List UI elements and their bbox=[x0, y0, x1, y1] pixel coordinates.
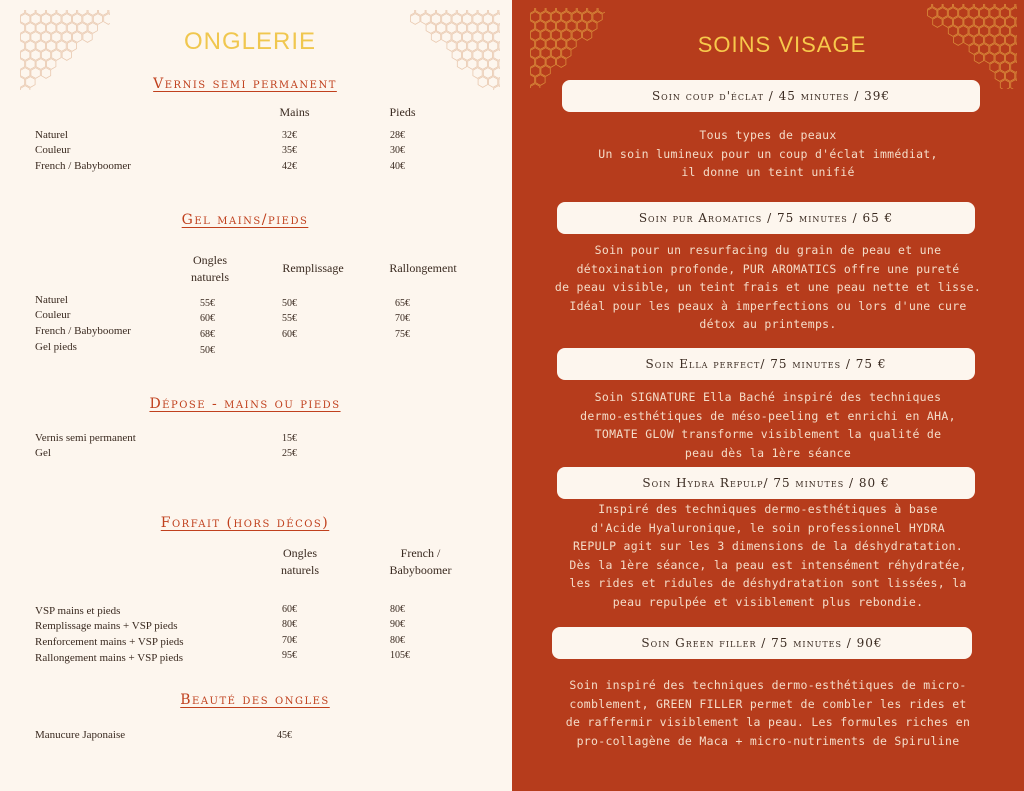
honeycomb-cell bbox=[104, 14, 110, 25]
row-label: Manucure Japonaise bbox=[35, 729, 126, 741]
honeycomb-cell bbox=[26, 23, 35, 34]
honeycomb-cell bbox=[473, 14, 482, 25]
row-label: Remplissage mains + VSP pieds bbox=[35, 620, 178, 632]
honeycomb-cell bbox=[531, 66, 540, 77]
honeycomb-cell bbox=[93, 14, 102, 25]
honeycomb-cell bbox=[47, 23, 56, 34]
honeycomb-cell bbox=[31, 32, 40, 43]
honeycomb-cell bbox=[536, 39, 545, 50]
price-ongles: 68€ bbox=[200, 329, 215, 340]
honeycomb-cell bbox=[483, 50, 492, 61]
price-ongles: 70€ bbox=[282, 635, 297, 646]
price-french: 90€ bbox=[390, 619, 405, 630]
price: 15€ bbox=[282, 433, 297, 444]
price-remplissage: 60€ bbox=[282, 329, 297, 340]
honeycomb-cell bbox=[969, 26, 978, 37]
honeycomb-cell bbox=[567, 21, 576, 32]
col-header-ongles-naturels: Ongles naturels bbox=[281, 546, 319, 577]
honeycomb-cell bbox=[36, 59, 45, 70]
price-ongles: 95€ bbox=[282, 650, 297, 661]
honeycomb-cell bbox=[468, 59, 477, 70]
row-label: Naturel bbox=[35, 294, 68, 306]
price-french: 80€ bbox=[390, 604, 405, 615]
honeycomb-cell bbox=[447, 41, 456, 52]
honeycomb-cell bbox=[943, 17, 952, 28]
row-label: French / Babyboomer bbox=[35, 160, 131, 172]
honeycomb-cell bbox=[1000, 62, 1009, 73]
honeycomb-cell bbox=[47, 41, 56, 52]
price-french: 80€ bbox=[390, 635, 405, 646]
honeycomb-cell bbox=[26, 41, 35, 52]
honeycomb-cell bbox=[541, 30, 550, 41]
honeycomb-cell bbox=[478, 59, 487, 70]
honeycomb-cell bbox=[31, 50, 40, 61]
honeycomb-cell bbox=[536, 75, 545, 86]
soin-description: Soin SIGNATURE Ella Baché inspiré des techniques dermo-esthétiques de méso-peeling et enrichi en AHA, TOMATE GLOW transforme visiblement la qualité de peau dès la 1ère séance bbox=[580, 390, 956, 460]
honeycomb-cell bbox=[530, 75, 535, 86]
honeycomb-cell bbox=[447, 23, 456, 34]
soins-visage-page bbox=[512, 0, 1024, 791]
honeycomb-cell bbox=[494, 50, 500, 61]
honeycomb-cell bbox=[531, 12, 540, 23]
row-label: French / Babyboomer bbox=[35, 325, 131, 337]
col-header-ongles-naturels: Ongles naturels bbox=[191, 253, 229, 284]
honeycomb-cell bbox=[73, 32, 82, 43]
honeycomb-cell bbox=[442, 14, 451, 25]
row-label: Couleur bbox=[35, 144, 71, 156]
honeycomb-cell bbox=[551, 12, 560, 23]
honeycomb-cell bbox=[442, 32, 451, 43]
honeycomb-cell bbox=[452, 32, 461, 43]
honeycomb-cell bbox=[1011, 62, 1017, 73]
honeycomb-cell bbox=[62, 32, 71, 43]
honeycomb-cell bbox=[1006, 35, 1015, 46]
honeycomb-cell bbox=[995, 71, 1004, 82]
honeycomb-cell bbox=[928, 8, 937, 19]
honeycomb-cell bbox=[990, 8, 999, 19]
row-label: Vernis semi permanent bbox=[35, 432, 136, 444]
price-ongles: 50€ bbox=[200, 345, 215, 356]
honeycomb-cell bbox=[52, 14, 61, 25]
honeycomb-cell bbox=[483, 68, 492, 79]
honeycomb-cell bbox=[530, 39, 535, 50]
honeycomb-cell bbox=[1006, 17, 1015, 28]
honeycomb-cell bbox=[572, 12, 581, 23]
honeycomb-cell bbox=[995, 17, 1004, 28]
honeycomb-cell bbox=[20, 41, 25, 52]
honeycomb-cell bbox=[494, 14, 500, 25]
price-rallongement: 75€ bbox=[395, 329, 410, 340]
row-label: Couleur bbox=[35, 309, 71, 321]
soin-description: Soin inspiré des techniques dermo-esthétiques de micro- comblement, GREEN FILLER permet de combler les rides et de raffermir visiblement la peau. Les formules riches en pro-collagène de Maca + micro-nutriments de Spiruline bbox=[565, 678, 971, 748]
honeycomb-cell bbox=[530, 21, 535, 32]
honeycomb-cell bbox=[541, 12, 550, 23]
honeycomb-cell bbox=[21, 14, 30, 25]
soin-title-pill: Soin Hydra Repulp/ 75 minutes / 80 € bbox=[557, 467, 975, 499]
price-pieds: 30€ bbox=[390, 145, 405, 156]
honeycomb-cell bbox=[948, 26, 957, 37]
soin-title-pill: Soin pur Aromatics / 75 minutes / 65 € bbox=[557, 202, 975, 234]
honeycomb-decoration-top-right bbox=[927, 4, 1017, 89]
honeycomb-cell bbox=[541, 48, 550, 59]
col-header-remplissage: Remplissage bbox=[282, 261, 344, 275]
honeycomb-cell bbox=[41, 68, 50, 79]
honeycomb-cell bbox=[969, 8, 978, 19]
honeycomb-cell bbox=[577, 21, 586, 32]
honeycomb-cell bbox=[536, 57, 545, 68]
honeycomb-cell bbox=[541, 66, 550, 77]
honeycomb-cell bbox=[483, 14, 492, 25]
honeycomb-cell bbox=[31, 14, 40, 25]
honeycomb-cell bbox=[411, 14, 420, 25]
honeycomb-cell bbox=[933, 17, 942, 28]
honeycomb-cell bbox=[551, 48, 560, 59]
honeycomb-cell bbox=[468, 41, 477, 52]
honeycomb-cell bbox=[1000, 26, 1009, 37]
honeycomb-cell bbox=[546, 21, 555, 32]
price-pieds: 40€ bbox=[390, 161, 405, 172]
honeycomb-cell bbox=[473, 50, 482, 61]
honeycomb-cell bbox=[562, 30, 571, 41]
price-rallongement: 65€ bbox=[395, 298, 410, 309]
honeycomb-cell bbox=[457, 59, 466, 70]
honeycomb-cell bbox=[1000, 80, 1009, 89]
honeycomb-cell bbox=[990, 62, 999, 73]
honeycomb-cell bbox=[536, 21, 545, 32]
price-remplissage: 50€ bbox=[282, 298, 297, 309]
honeycomb-cell bbox=[995, 35, 1004, 46]
honeycomb-cell bbox=[457, 23, 466, 34]
honeycomb-cell bbox=[557, 39, 566, 50]
row-label: VSP mains et pieds bbox=[35, 605, 121, 617]
price-mains: 35€ bbox=[282, 145, 297, 156]
honeycomb-cell bbox=[20, 77, 25, 88]
honeycomb-cell bbox=[426, 23, 435, 34]
honeycomb-cell bbox=[83, 14, 92, 25]
honeycomb-cell bbox=[990, 26, 999, 37]
price-remplissage: 55€ bbox=[282, 313, 297, 324]
honeycomb-cell bbox=[41, 50, 50, 61]
honeycomb-cell bbox=[494, 32, 500, 43]
col-header-pieds: Pieds bbox=[389, 105, 416, 119]
soin-title-pill: Soin Ella perfect/ 75 minutes / 75 € bbox=[557, 348, 975, 380]
honeycomb-cell bbox=[463, 14, 472, 25]
section-title-gel: Gel mains/pieds bbox=[181, 212, 309, 228]
honeycomb-cell bbox=[588, 21, 597, 32]
honeycomb-cell bbox=[431, 14, 440, 25]
honeycomb-cell bbox=[421, 14, 430, 25]
row-label: Naturel bbox=[35, 129, 68, 141]
honeycomb-cell bbox=[431, 32, 440, 43]
honeycomb-cell bbox=[73, 14, 82, 25]
honeycomb-cell bbox=[557, 57, 566, 68]
col-header-rallongement: Rallongement bbox=[389, 261, 457, 275]
honeycomb-cell bbox=[557, 21, 566, 32]
honeycomb-cell bbox=[1000, 8, 1009, 19]
price-ongles: 80€ bbox=[282, 619, 297, 630]
soin-description: Inspiré des techniques dermo-esthétiques à base d'Acide Hyaluronique, le soin professionnel HYDRA REPULP agit sur les 3 dimensions de la déshydratation. Dès la 1ère séance, la peau est intensément réhydratée, les rides et ridules de déshydratation sont lissées, la peau repulpée et visiblement plus rebondie. bbox=[569, 502, 967, 609]
honeycomb-cell bbox=[36, 41, 45, 52]
page-title: SOINS VISAGE bbox=[697, 32, 867, 57]
honeycomb-cell bbox=[948, 8, 957, 19]
honeycomb-cell bbox=[41, 32, 50, 43]
honeycomb-cell bbox=[954, 35, 963, 46]
honeycomb-cell bbox=[52, 32, 61, 43]
honeycomb-cell bbox=[489, 41, 498, 52]
honeycomb-cell bbox=[583, 12, 592, 23]
honeycomb-cell bbox=[463, 50, 472, 61]
soin-title-pill: Soin coup d'éclat / 45 minutes / 39€ bbox=[562, 80, 980, 112]
price-ongles: 55€ bbox=[200, 298, 215, 309]
honeycomb-cell bbox=[31, 68, 40, 79]
honeycomb-cell bbox=[20, 23, 25, 34]
honeycomb-cell bbox=[62, 50, 71, 61]
price-french: 105€ bbox=[390, 650, 410, 661]
honeycomb-cell bbox=[974, 53, 983, 64]
honeycomb-cell bbox=[26, 59, 35, 70]
honeycomb-cell bbox=[530, 57, 535, 68]
honeycomb-cell bbox=[959, 26, 968, 37]
honeycomb-cell bbox=[959, 8, 968, 19]
honeycomb-cell bbox=[562, 48, 571, 59]
honeycomb-cell bbox=[593, 12, 602, 23]
honeycomb-cell bbox=[980, 44, 989, 55]
section-title-depose: Dépose - mains ou pieds bbox=[149, 396, 341, 412]
honeycomb-cell bbox=[21, 50, 30, 61]
honeycomb-cell bbox=[21, 32, 30, 43]
honeycomb-cell bbox=[57, 41, 66, 52]
honeycomb-cell bbox=[478, 77, 487, 88]
honeycomb-cell bbox=[62, 14, 71, 25]
honeycomb-cell bbox=[83, 32, 92, 43]
row-label: Renforcement mains + VSP pieds bbox=[35, 636, 184, 648]
honeycomb-cell bbox=[1011, 80, 1017, 89]
honeycomb-cell bbox=[473, 32, 482, 43]
honeycomb-cell bbox=[67, 23, 76, 34]
honeycomb-cell bbox=[468, 23, 477, 34]
honeycomb-cell bbox=[546, 39, 555, 50]
honeycomb-cell bbox=[489, 23, 498, 34]
price-mains: 42€ bbox=[282, 161, 297, 172]
honeycomb-cell bbox=[21, 68, 30, 79]
honeycomb-cell bbox=[36, 23, 45, 34]
honeycomb-cell bbox=[67, 41, 76, 52]
col-header-french: French / Babyboomer bbox=[389, 546, 452, 577]
honeycomb-cell bbox=[1011, 44, 1017, 55]
honeycomb-cell bbox=[567, 39, 576, 50]
honeycomb-cell bbox=[531, 48, 540, 59]
honeycomb-cell bbox=[572, 30, 581, 41]
price-pieds: 28€ bbox=[390, 130, 405, 141]
honeycomb-cell bbox=[546, 57, 555, 68]
honeycomb-cell bbox=[980, 26, 989, 37]
honeycomb-cell bbox=[478, 41, 487, 52]
honeycomb-cell bbox=[1011, 26, 1017, 37]
price-mains: 32€ bbox=[282, 130, 297, 141]
price: 25€ bbox=[282, 448, 297, 459]
honeycomb-cell bbox=[990, 44, 999, 55]
honeycomb-cell bbox=[969, 44, 978, 55]
honeycomb-cell bbox=[985, 35, 994, 46]
row-label: Gel pieds bbox=[35, 341, 77, 353]
soin-title-pill: Soin Green filler / 75 minutes / 90€ bbox=[552, 627, 972, 659]
honeycomb-cell bbox=[457, 41, 466, 52]
honeycomb-cell bbox=[489, 77, 498, 88]
price: 45€ bbox=[277, 730, 292, 741]
honeycomb-cell bbox=[41, 14, 50, 25]
honeycomb-cell bbox=[1011, 8, 1017, 19]
soin-description: Tous types de peaux Un soin lumineux pour un coup d'éclat immédiat, il donne un teint unifié bbox=[598, 128, 938, 179]
section-title-beaute: Beauté des ongles bbox=[180, 692, 330, 708]
row-label: Gel bbox=[35, 447, 51, 459]
honeycomb-decoration-top-right bbox=[410, 10, 500, 90]
honeycomb-cell bbox=[478, 23, 487, 34]
honeycomb-cell bbox=[954, 17, 963, 28]
honeycomb-cell bbox=[47, 59, 56, 70]
honeycomb-cell bbox=[985, 53, 994, 64]
honeycomb-cell bbox=[974, 35, 983, 46]
col-header-mains: Mains bbox=[279, 105, 310, 119]
honeycomb-cell bbox=[1006, 71, 1015, 82]
row-label: Rallongement mains + VSP pieds bbox=[35, 652, 183, 664]
honeycomb-cell bbox=[995, 53, 1004, 64]
honeycomb-cell bbox=[483, 32, 492, 43]
honeycomb-cell bbox=[489, 59, 498, 70]
honeycomb-cell bbox=[964, 17, 973, 28]
soin-description: Soin pour un resurfacing du grain de peau et une détoxination profonde, PUR AROMATICS offre une pureté de peau visible, un teint frais et une peau nette et lisse. Idéal pour les peaux à imperfections ou lors d'une cure détox au printemps. bbox=[554, 243, 982, 331]
honeycomb-cell bbox=[551, 30, 560, 41]
price-rallongement: 70€ bbox=[395, 313, 410, 324]
section-title-forfait: Forfait (hors décos) bbox=[160, 515, 330, 531]
honeycomb-cell bbox=[452, 14, 461, 25]
honeycomb-cell bbox=[437, 23, 446, 34]
honeycomb-cell bbox=[88, 23, 97, 34]
page-title: ONGLERIE bbox=[183, 28, 317, 55]
honeycomb-cell bbox=[57, 23, 66, 34]
honeycomb-cell bbox=[494, 68, 500, 79]
honeycomb-cell bbox=[980, 8, 989, 19]
honeycomb-cell bbox=[452, 50, 461, 61]
honeycomb-cell bbox=[463, 32, 472, 43]
honeycomb-cell bbox=[26, 77, 35, 88]
honeycomb-cell bbox=[964, 35, 973, 46]
honeycomb-cell bbox=[531, 30, 540, 41]
honeycomb-cell bbox=[974, 17, 983, 28]
honeycomb-cell bbox=[985, 17, 994, 28]
honeycomb-cell bbox=[562, 12, 571, 23]
honeycomb-cell bbox=[473, 68, 482, 79]
honeycomb-decoration-top-left bbox=[530, 8, 605, 88]
price-ongles: 60€ bbox=[200, 313, 215, 324]
honeycomb-cell bbox=[20, 59, 25, 70]
section-title-vernis: Vernis semi permanent bbox=[153, 76, 337, 92]
honeycomb-cell bbox=[52, 50, 61, 61]
honeycomb-cell bbox=[78, 23, 87, 34]
honeycomb-cell bbox=[1000, 44, 1009, 55]
honeycomb-cell bbox=[938, 8, 947, 19]
honeycomb-cell bbox=[583, 30, 592, 41]
honeycomb-cell bbox=[1006, 53, 1015, 64]
price-ongles: 60€ bbox=[282, 604, 297, 615]
